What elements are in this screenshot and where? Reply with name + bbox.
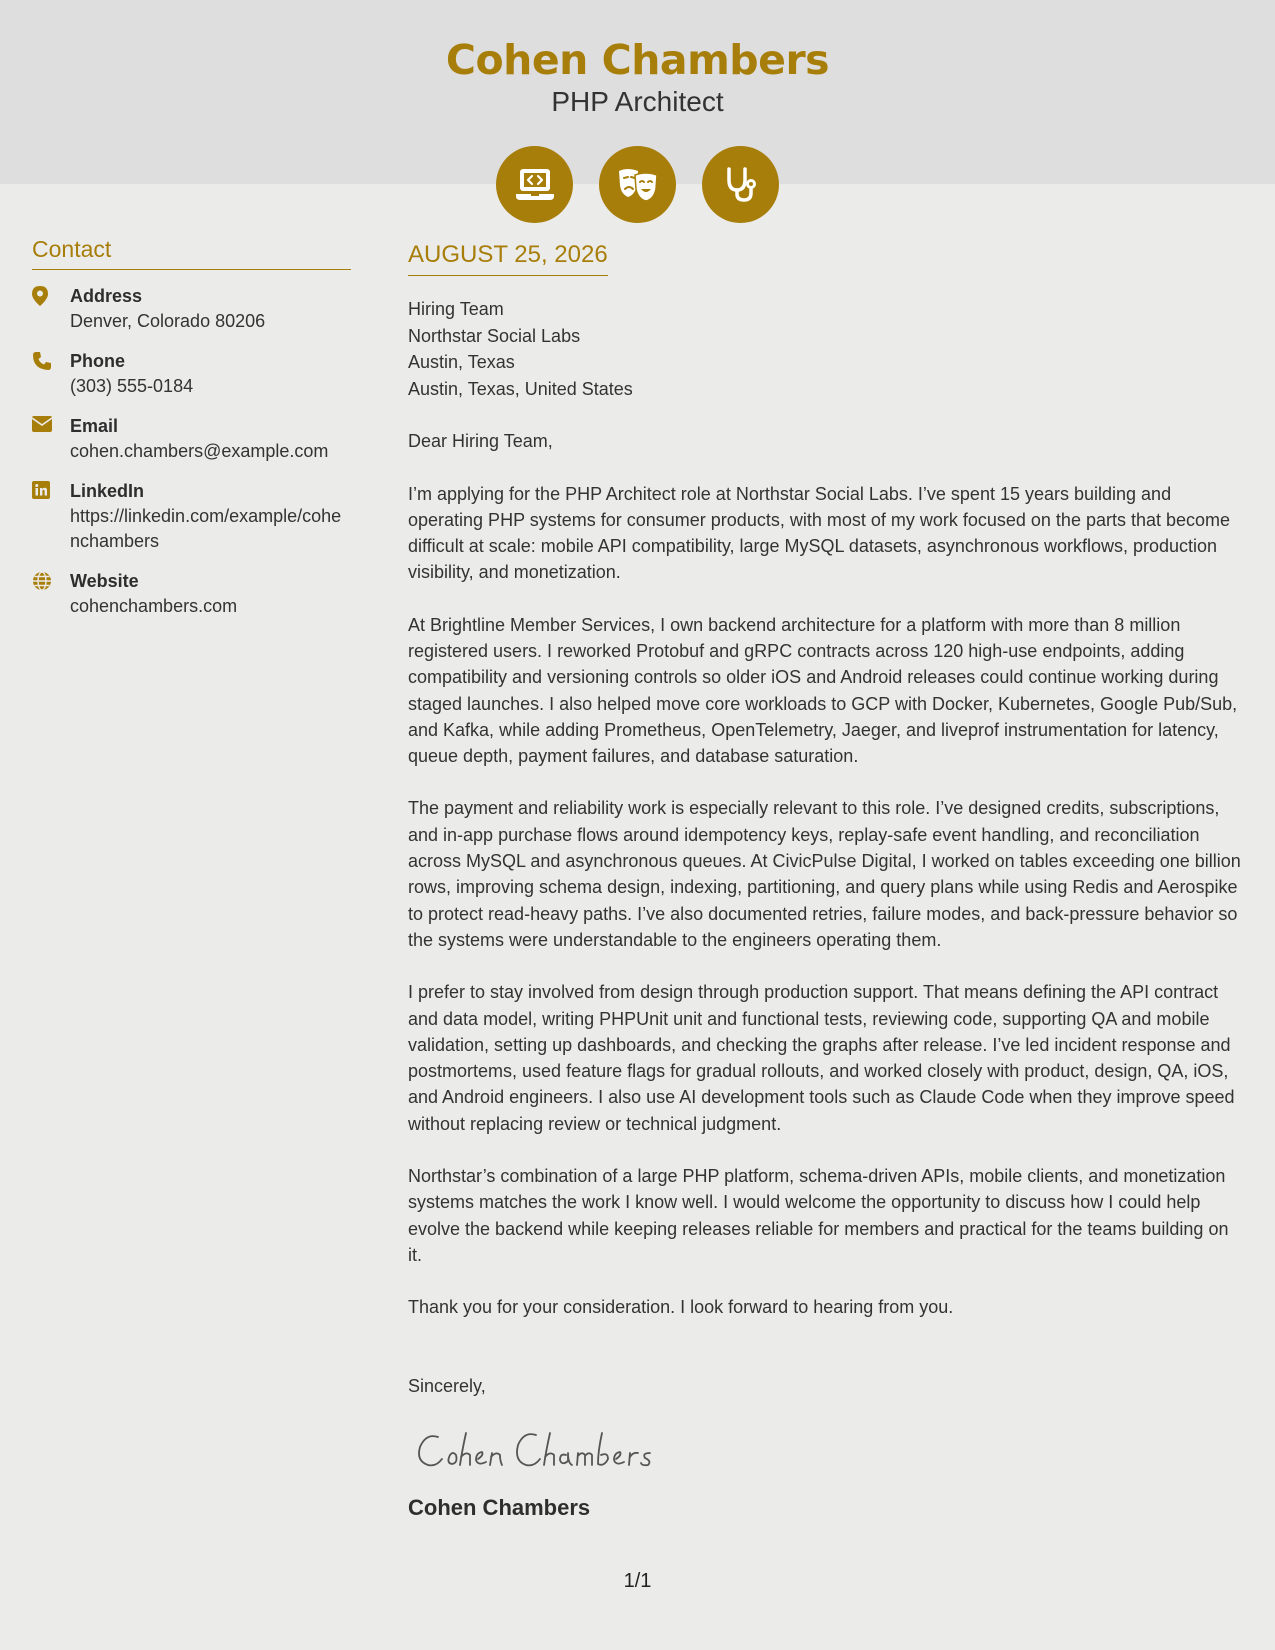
letter-paragraph: I’m applying for the PHP Architect role at Northstar Social Labs. I’ve spent 15 years building and operating PHP systems for consumer products, with most of my work focused on the parts that become difficult at scale: mobile API compatibility, large MySQL datasets, asynchronous workflows, production visibility, and monetization. — [408, 483, 1231, 583]
contact-website — [32, 569, 351, 619]
salutation: Dear Hiring Team, — [408, 431, 553, 451]
contact-phone — [32, 349, 351, 399]
letter-date: AUGUST 25, 2026 — [408, 241, 608, 276]
letter-paragraph: I prefer to stay involved from design through production support. That means defining the API contract and data model, writing PHPUnit unit and functional tests, reviewing code, supporting QA and mobile validation, setting up dashboards, and checking the graphs after release. I’ve led incident response and postmortems, used feature flags for gradual rollouts, and worked closely with product, design, QA, iOS, and Android engineers. I also use AI development tools such as Claude Code when they improve speed without replacing review or technical judgment. — [408, 982, 1235, 1134]
contact-value[interactable]: cohen.chambers@example.com — [70, 441, 329, 461]
contact-value: Denver, Colorado 80206 — [70, 311, 266, 331]
contact-label: Address — [70, 286, 143, 306]
theater-masks-icon — [599, 146, 676, 223]
contact-email — [32, 414, 351, 464]
contact-value[interactable]: https://linkedin.com/example/cohenchambers — [70, 506, 342, 551]
contact-value[interactable]: cohenchambers.com — [70, 596, 238, 616]
letter-body — [408, 241, 1246, 1521]
recipient-line: Northstar Social Labs — [408, 325, 581, 346]
recipient-line: Austin, Texas — [408, 352, 515, 372]
contact-linkedin — [32, 479, 351, 554]
contact-heading: Contact — [32, 236, 351, 270]
recipient-line: Austin, Texas, United States — [408, 378, 633, 399]
closing: Sincerely, — [408, 1375, 486, 1396]
contact-label: Phone — [70, 351, 126, 371]
contact-label: Email — [70, 416, 119, 436]
phone-icon — [32, 349, 70, 399]
contact-address — [32, 284, 351, 334]
letter-paragraph: Thank you for your consideration. I look forward to hearing from you. — [408, 1297, 954, 1318]
candidate-role: PHP Architect — [551, 86, 724, 117]
map-marker-icon — [32, 284, 70, 334]
envelope-icon — [32, 414, 70, 464]
recipient-block — [408, 296, 1246, 402]
candidate-name: Cohen Chambers — [445, 36, 830, 84]
linkedin-icon — [32, 479, 70, 554]
recipient-line: Hiring Team — [408, 299, 504, 319]
page-number: 1/1 — [623, 1570, 652, 1592]
contact-value: (303) 555-0184 — [70, 376, 194, 396]
laptop-code-icon — [496, 146, 573, 223]
interest-icons — [0, 146, 1275, 223]
letter-paragraph: The payment and reliability work is especially relevant to this role. I’ve designed credits, subscriptions, and in-app purchase flows around idempotency keys, replay-safe event handling, and reconciliation across MySQL and asynchronous queues. At CivicPulse Digital, I worked on tables exceeding one billion rows, improving schema design, indexing, partitioning, and query plans while using Redis and Aerospike to protect read-heavy paths. I’ve also documented retries, failure modes, and back-pressure behavior so the systems were understandable to the engineers operating them. — [408, 798, 1241, 950]
contact-label: Website — [70, 571, 139, 591]
contact-label: LinkedIn — [70, 481, 145, 501]
stethoscope-icon — [702, 146, 779, 223]
contact-sidebar — [32, 236, 351, 634]
handwritten-signature — [408, 1425, 1246, 1479]
globe-icon — [32, 569, 70, 619]
letter-paragraph: Northstar’s combination of a large PHP platform, schema-driven APIs, mobile clients, and monetization systems matches the work I know well. I would welcome the opportunity to discuss how I could help evolve the backend while keeping releases reliable for members and practical for the teams building on it. — [408, 1166, 1229, 1265]
signer-name: Cohen Chambers — [408, 1494, 591, 1520]
letter-paragraph: At Brightline Member Services, I own backend architecture for a platform with more than 8 million registered users. I reworked Protobuf and gRPC contracts across 120 high-use endpoints, adding compatibility and versioning controls so older iOS and Android releases could continue working during staged launches. I also helped move core workloads to GCP with Docker, Kubernetes, Google Pub/Sub, and Kafka, while adding Prometheus, OpenTelemetry, Jaeger, and liveprof instrumentation for latency, queue depth, payment failures, and database saturation. — [408, 614, 1238, 767]
